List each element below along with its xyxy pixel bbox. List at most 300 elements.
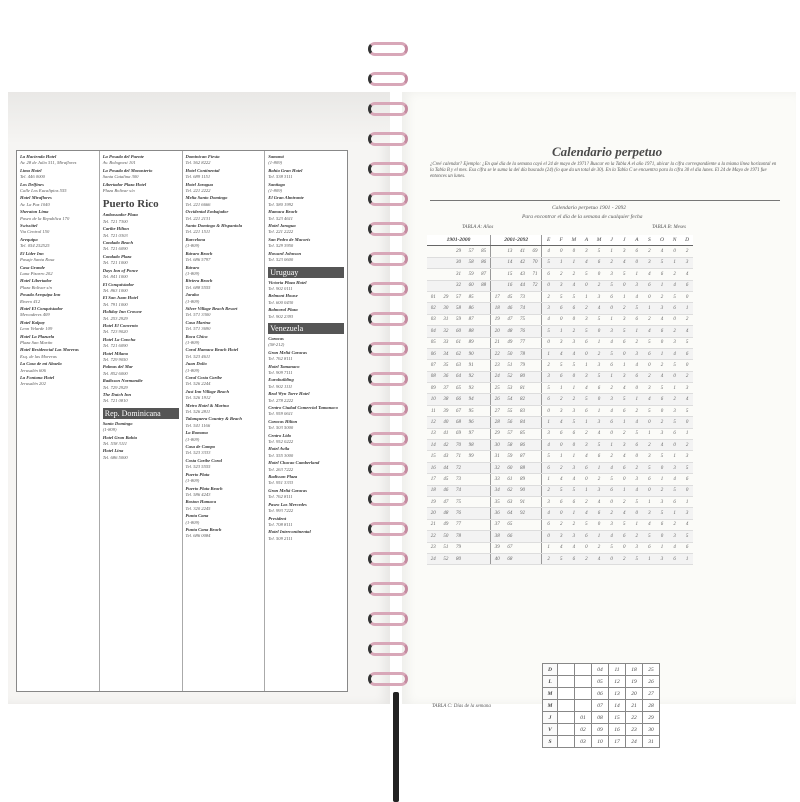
table-cell: 3 (643, 508, 656, 519)
directory-entry (268, 460, 344, 473)
hotel-name: Boca Chica (185, 333, 208, 339)
table-cell: 2 (568, 394, 581, 405)
table-cell: 6 (593, 508, 606, 519)
directory-column (100, 151, 183, 691)
table-cell: 47 (504, 314, 517, 325)
table-cell: 6 (555, 428, 568, 439)
table-cell: 3 (668, 405, 681, 416)
table-cell: 6 (605, 485, 618, 496)
table-cell: 6 (555, 496, 568, 507)
table-cell: 6 (643, 348, 656, 359)
table-cell: 3 (605, 269, 618, 280)
table-cell: 97 (465, 428, 478, 439)
table-cell: 6 (542, 269, 555, 280)
hotel-detail: Tel. 523 5555 (185, 464, 211, 470)
spiral-ring (368, 252, 408, 266)
hotel-detail: Tel. 686 0084 (185, 533, 211, 539)
table-cell: 10 (427, 394, 440, 405)
month-header: E (542, 235, 555, 246)
table-cell: 0 (631, 257, 644, 268)
hotel-name: Hotel Residencial Las Moreras (20, 347, 79, 353)
table-cell: 5 (555, 291, 568, 302)
hotel-name: Hotel Intercontinental (268, 529, 311, 535)
table-cell: 0 (580, 542, 593, 553)
table-cell (529, 553, 542, 564)
table-cell: 19 (490, 314, 503, 325)
table-cell: 49 (504, 337, 517, 348)
table-cell: 5 (656, 508, 669, 519)
table-cell: 4 (643, 394, 656, 405)
table-cell: 4 (656, 440, 669, 451)
table-cell: 0 (681, 360, 694, 371)
table-cell: 3 (593, 485, 606, 496)
table-cell: 3 (605, 394, 618, 405)
table-cell: 2 (656, 485, 669, 496)
weekday-cell: 12 (609, 676, 626, 688)
weekday-letter: L (543, 676, 558, 688)
directory-entry (186, 195, 262, 208)
table-cell: 91 (516, 496, 529, 507)
weekday-cell: 15 (609, 712, 626, 724)
table-cell: 2 (668, 519, 681, 530)
table-cell: 3 (681, 451, 694, 462)
hotel-name: Melia Santo Domingo (185, 195, 228, 201)
table-cell: 2 (580, 496, 593, 507)
directory-entry (103, 378, 179, 391)
table-cell: 4 (593, 496, 606, 507)
directory-entry (268, 350, 344, 363)
table-cell: 46 (440, 485, 453, 496)
table-cell: 5 (580, 326, 593, 337)
table-cell: 2 (605, 257, 618, 268)
table-row (427, 485, 693, 496)
table-cell: 64 (504, 508, 517, 519)
directory-entry (268, 307, 344, 320)
directory-entry (103, 351, 179, 364)
table-cell: 5 (568, 485, 581, 496)
table-cell: 90 (516, 485, 529, 496)
table-cell: 67 (504, 542, 517, 553)
hotel-detail: Tel. 863 1000 (102, 287, 128, 293)
directory-entry (103, 182, 179, 195)
spiral-ring (368, 372, 408, 386)
directory-entry (268, 168, 344, 181)
weekday-cell: 07 (592, 700, 609, 712)
table-cell: 3 (643, 451, 656, 462)
hotel-detail: (1-809) (185, 436, 200, 442)
directory-entry (186, 513, 262, 526)
table-cell: 0 (668, 314, 681, 325)
table-cell: 0 (555, 246, 568, 257)
table-cell: 16 (427, 462, 440, 473)
table-cell: 73 (452, 474, 465, 485)
hotel-detail: Tel. 721 1000 (102, 260, 128, 266)
table-row (427, 337, 693, 348)
weekday-cell (558, 724, 575, 736)
table-cell: 87 (516, 451, 529, 462)
table-cell: 15 (427, 451, 440, 462)
hotel-name: La Casa de mi Abuela (20, 361, 62, 367)
directory-entry (103, 282, 179, 295)
hotel-name: El Lider Inn (20, 250, 44, 256)
table-cell: 3 (542, 496, 555, 507)
hotel-name: Posada Arequipa Inn (20, 292, 61, 298)
spiral-ring (368, 312, 408, 326)
directory-entry (20, 168, 96, 181)
table-cell: 14 (427, 440, 440, 451)
hotel-detail: Tel. 762 8111 (268, 356, 293, 362)
weekday-cell: 01 (575, 712, 592, 724)
hotel-name: Radisson Plaza (268, 474, 298, 480)
table-cell: 03 (427, 314, 440, 325)
table-cell: 16 (504, 280, 517, 291)
table-cell: 1 (618, 360, 631, 371)
table-cell: 1 (568, 508, 581, 519)
table-cell: 85 (465, 291, 478, 302)
table-cell: 75 (452, 496, 465, 507)
hotel-name: Palmas del Mar (102, 364, 133, 370)
table-cell: 21 (427, 519, 440, 530)
directory-entry (103, 364, 179, 377)
table-cell: 3 (580, 440, 593, 451)
hotel-detail: Tel. 762 8111 (268, 494, 293, 500)
table-row (427, 326, 693, 337)
table-cell: 3 (618, 440, 631, 451)
table-cell: 6 (555, 371, 568, 382)
table-cell: 5 (681, 337, 694, 348)
table-cell: 6 (542, 394, 555, 405)
table-cell: 0 (605, 428, 618, 439)
table-cell: 2 (580, 553, 593, 564)
hotel-name: Boston Hamaca (185, 499, 217, 505)
directory-entry (186, 486, 262, 499)
table-cell: 2 (668, 269, 681, 280)
spiral-binding (364, 34, 414, 734)
table-cell (477, 474, 490, 485)
table-cell: 85 (516, 428, 529, 439)
table-cell (465, 531, 478, 542)
table-cell: 3 (568, 405, 581, 416)
table-cell: 78 (516, 348, 529, 359)
directory-entry (103, 448, 179, 461)
hotel-detail: Tel. 729 9050 (102, 356, 128, 362)
table-cell: 35 (490, 496, 503, 507)
weekday-cell: 20 (626, 688, 643, 700)
table-cell: 5 (618, 519, 631, 530)
table-cell: 90 (465, 348, 478, 359)
table-cell: 3 (643, 257, 656, 268)
hotel-detail: Plaza Bolivar s/n (102, 188, 135, 194)
table-cell: 4 (631, 417, 644, 428)
table-cell: 6 (605, 417, 618, 428)
table-cell: 3 (593, 417, 606, 428)
table-cell: 4 (593, 553, 606, 564)
table-cell (477, 348, 490, 359)
hotel-name: Coral Hamaca Beach Hotel (185, 347, 239, 353)
table-cell: 1 (681, 303, 694, 314)
weekday-cell: 19 (626, 676, 643, 688)
table-cell: 31 (440, 314, 453, 325)
spiral-ring (368, 582, 408, 596)
spiral-ring (368, 432, 408, 446)
table-cell: 2 (656, 291, 669, 302)
directory-entry (186, 527, 262, 540)
table-cell (477, 485, 490, 496)
directory-entry (268, 419, 344, 432)
spiral-ring (368, 462, 408, 476)
table-cell: 0 (580, 348, 593, 359)
hotel-name: Hotel Chacao Cumberland (268, 460, 320, 466)
table-cell: 3 (681, 257, 694, 268)
spiral-ring (368, 222, 408, 236)
directory-entry (186, 223, 262, 236)
table-cell: 60 (504, 462, 517, 473)
table-cell: 74 (516, 303, 529, 314)
weekday-cell: 06 (592, 688, 609, 700)
hotel-detail: Calle Los Eucaliptos 555 (20, 188, 67, 194)
hotel-name: El San Juan Hotel (102, 295, 139, 301)
hotel-detail: Tel. 723 9020 (102, 329, 128, 335)
table-cell: 4 (593, 428, 606, 439)
hotel-detail: Tel. 221 6666 (185, 201, 211, 207)
hotel-name: La Fontana Hotel (20, 375, 55, 380)
table-cell: 3 (568, 462, 581, 473)
hotel-name: La Posada del Monasterio (102, 167, 153, 173)
table-cell: 2 (681, 440, 694, 451)
table-cell: 5 (605, 474, 618, 485)
table-cell: 4 (681, 269, 694, 280)
hotel-detail: Tel. 446 0000 (20, 174, 45, 180)
table-cell: 4 (643, 519, 656, 530)
hotel-name: Caracas (268, 335, 284, 341)
hotel-detail: Tel. 555 3000 (268, 452, 294, 458)
hotel-detail: Santa Catalina 300 (102, 174, 139, 180)
table-cell: 2 (681, 314, 694, 325)
table-cell (529, 519, 542, 530)
table-cell: 5 (605, 348, 618, 359)
hotel-detail: Tel. 686 5797 (185, 257, 211, 263)
weekday-cell: 04 (592, 664, 609, 676)
weekday-letter: S (543, 736, 558, 748)
table-cell (490, 269, 503, 280)
table-cell: 2 (555, 519, 568, 530)
hotel-detail: Tel. 902 0111 (268, 285, 293, 291)
table-cell: 36 (440, 371, 453, 382)
hotel-detail: Tel. 054 252525 (20, 243, 50, 249)
table-cell: 6 (555, 303, 568, 314)
table-cell: 79 (452, 542, 465, 553)
table-cell: 02 (427, 303, 440, 314)
directory-entry (268, 405, 344, 418)
table-header-row (427, 235, 693, 246)
table-cell: 6 (568, 303, 581, 314)
table-cell (477, 440, 490, 451)
table-cell: 89 (465, 337, 478, 348)
directory-entry (268, 474, 344, 487)
table-cell: 1 (605, 314, 618, 325)
table-cell: 24 (427, 553, 440, 564)
table-cell: 1 (668, 257, 681, 268)
table-cell: 63 (504, 496, 517, 507)
tabla-b-label: TABLA B: Meses (652, 225, 686, 230)
directory-entry (186, 430, 262, 443)
directory-entry (20, 223, 96, 236)
hotel-detail: (1-809) (185, 478, 200, 484)
table-cell: 0 (618, 348, 631, 359)
table-cell: 1 (656, 280, 669, 291)
table-cell: 0 (668, 246, 681, 257)
table-cell: 96 (465, 417, 478, 428)
table-cell: 1 (593, 462, 606, 473)
table-cell: 4 (618, 383, 631, 394)
table-row (427, 451, 693, 462)
table-cell: 84 (516, 417, 529, 428)
table-cell: 69 (452, 428, 465, 439)
table-row (427, 269, 693, 280)
table-cell: 2 (618, 496, 631, 507)
table-cell (465, 542, 478, 553)
month-header: J (618, 235, 631, 246)
table-cell: 1 (643, 428, 656, 439)
table-cell: 08 (427, 371, 440, 382)
table-row (427, 371, 693, 382)
table-cell (529, 383, 542, 394)
table-cell: 1 (568, 451, 581, 462)
hotel-name: Casa de Campo (185, 444, 216, 450)
table-cell: 34 (490, 485, 503, 496)
table-cell (465, 519, 478, 530)
hotel-detail: Pasaje Santa Rosa (20, 257, 55, 263)
hotel-detail: Tel. 791 1000 (102, 301, 128, 307)
table-cell: 57 (504, 428, 517, 439)
weekday-row (543, 688, 660, 700)
hotel-detail: Tel. 688 5555 (185, 284, 211, 290)
hotel-name: Hamaca Beach (268, 209, 298, 215)
directory-entry (20, 347, 96, 360)
table-cell: 45 (504, 291, 517, 302)
table-cell: 4 (631, 485, 644, 496)
table-cell: 3 (643, 383, 656, 394)
table-cell: 95 (465, 405, 478, 416)
table-cell: 5 (580, 394, 593, 405)
table-cell: 0 (542, 280, 555, 291)
table-cell: 32 (490, 462, 503, 473)
table-cell: 51 (440, 542, 453, 553)
table-cell: 69 (529, 246, 542, 257)
table-cell (529, 440, 542, 451)
table-cell: 3 (681, 383, 694, 394)
table-cell: 6 (542, 519, 555, 530)
table-cell: 17 (490, 291, 503, 302)
table-cell: 5 (643, 337, 656, 348)
month-header: A (631, 235, 644, 246)
table-cell: 01 (427, 291, 440, 302)
table-cell (465, 485, 478, 496)
table-cell: 93 (465, 383, 478, 394)
table-cell: 33 (440, 337, 453, 348)
hotel-name: The Dutch Inn (102, 392, 132, 397)
table-cell: 0 (643, 485, 656, 496)
table-cell: 1 (605, 246, 618, 257)
table-cell: 91 (465, 360, 478, 371)
table-cell: 5 (631, 303, 644, 314)
hotel-name: Condado Plaza (102, 253, 132, 259)
table-cell: 1 (555, 451, 568, 462)
table-cell: 4 (668, 542, 681, 553)
tabla-c-label: TABLA C: Días de la semana (432, 704, 491, 709)
table-cell: 76 (516, 326, 529, 337)
table-cell: 0 (618, 280, 631, 291)
table-cell: 5 (542, 326, 555, 337)
table-cell: 13 (427, 428, 440, 439)
directory-entry (186, 306, 262, 319)
hotel-name: Centro Lido (268, 432, 292, 438)
table-cell: 37 (490, 519, 503, 530)
table-row (427, 519, 693, 530)
weekday-cell: 28 (643, 700, 660, 712)
spiral-ring (368, 132, 408, 146)
table-cell (529, 405, 542, 416)
table-cell: 6 (568, 496, 581, 507)
table-row (427, 280, 693, 291)
table-cell: 1 (681, 496, 694, 507)
table-cell: 3 (631, 542, 644, 553)
directory-entry (268, 195, 344, 208)
table-cell (529, 348, 542, 359)
table-cell: 5 (643, 462, 656, 473)
weekday-cell: 17 (609, 736, 626, 748)
table-row (427, 508, 693, 519)
weekday-row (543, 724, 660, 736)
directory-entry (268, 209, 344, 222)
table-cell: 2 (681, 246, 694, 257)
table-cell: 2 (542, 291, 555, 302)
table-cell: 79 (516, 360, 529, 371)
table-cell: 6 (681, 348, 694, 359)
left-page (8, 92, 390, 704)
hotel-name: Samaná (268, 154, 284, 159)
directory-entry (103, 154, 179, 167)
hotel-name: Silver Village Beach Resort (185, 305, 238, 311)
hotel-detail: Tel. 852 6000 (102, 370, 128, 376)
hotel-name: Hotel La Concha (102, 336, 136, 342)
hotel-detail: Tel. 952 0222 (268, 439, 294, 445)
table-cell: 4 (643, 269, 656, 280)
hotel-name: Libertador Plaza Hotel (102, 181, 147, 187)
hotel-name: Hotel La Plazuela (20, 333, 55, 339)
table-cell: 51 (504, 360, 517, 371)
table-cell: 49 (440, 519, 453, 530)
table-cell (427, 246, 440, 257)
hotel-name: Hotel Kalpay (20, 319, 45, 325)
table-cell: 46 (504, 303, 517, 314)
table-cell: 6 (681, 474, 694, 485)
hotel-detail: Jerusalén 606 (20, 367, 46, 373)
table-cell (477, 553, 490, 564)
directory-entry (186, 347, 262, 360)
table-cell: 1 (656, 474, 669, 485)
table-cell: 5 (668, 417, 681, 428)
hotel-name: La Romana (185, 430, 208, 436)
table-cell: 5 (568, 291, 581, 302)
table-cell: 3 (631, 280, 644, 291)
directory-entry (186, 320, 262, 333)
month-header: M (593, 235, 606, 246)
weekday-cell: 10 (592, 736, 609, 748)
table-cell: 92 (516, 508, 529, 519)
table-cell: 42 (440, 440, 453, 451)
spiral-ring (368, 642, 408, 656)
